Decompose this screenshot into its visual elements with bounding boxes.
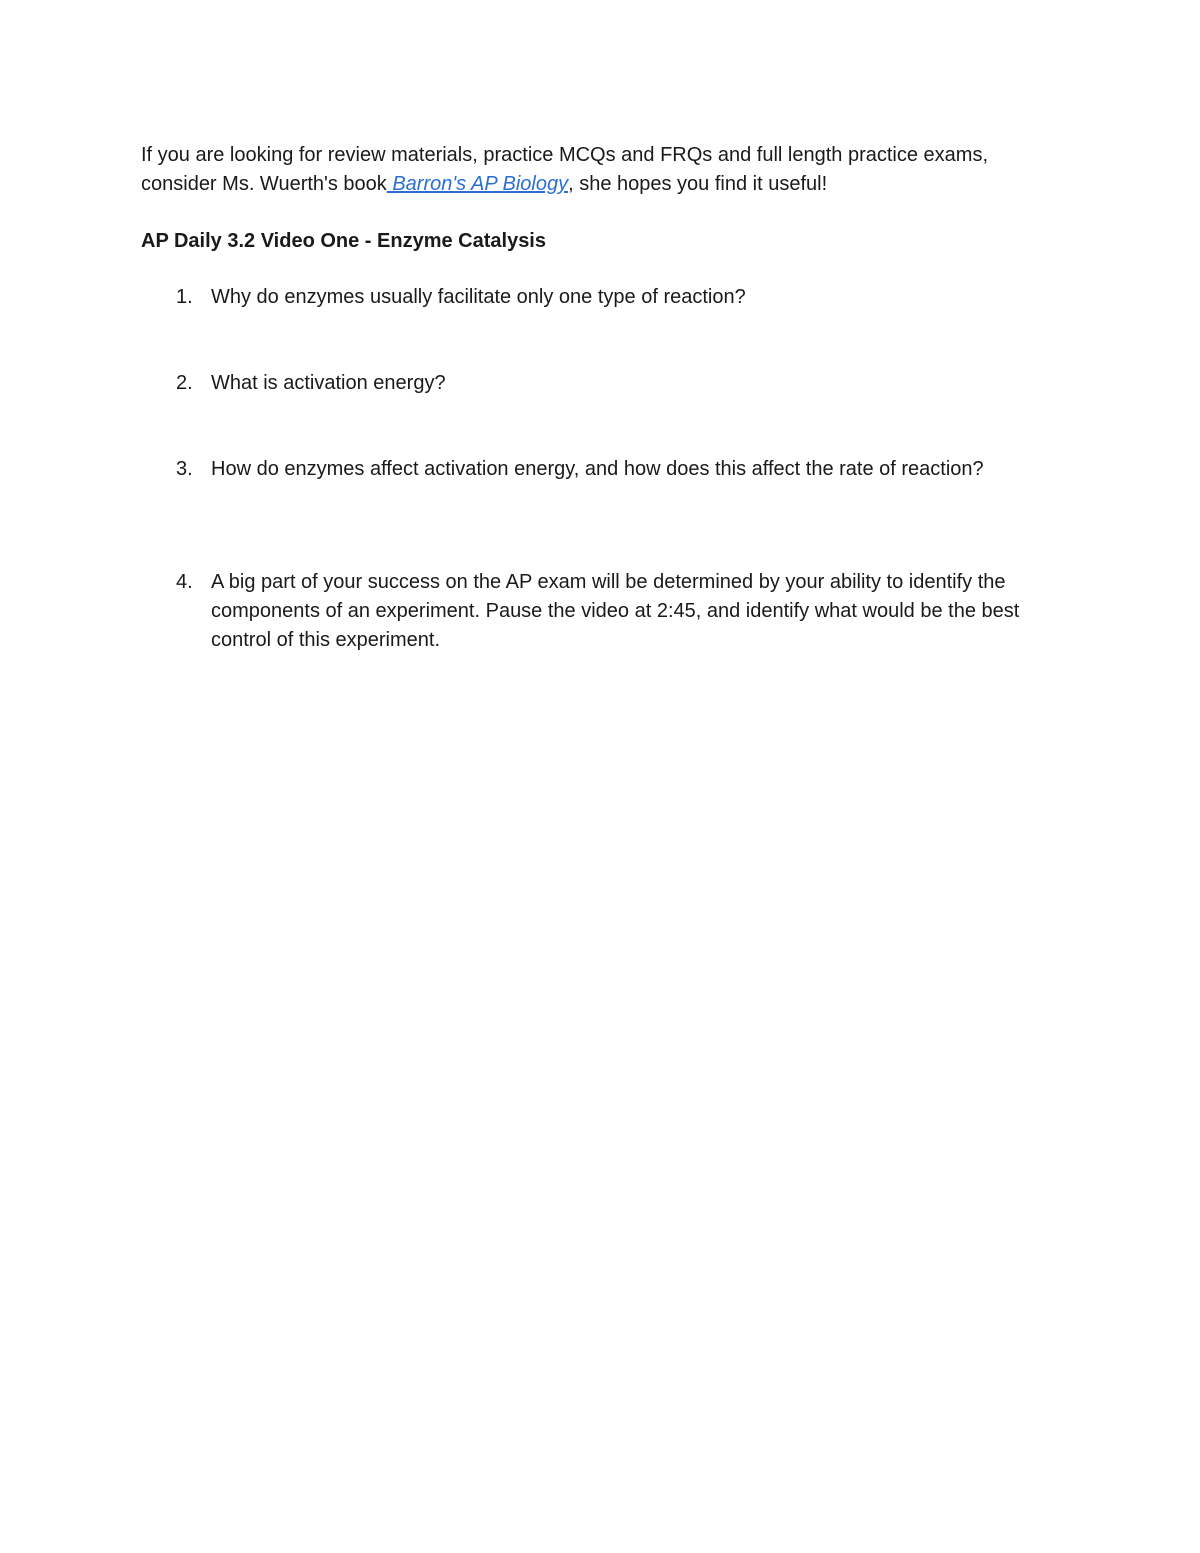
intro-paragraph xyxy=(141,141,1061,199)
question-number: 1. xyxy=(176,286,193,308)
intro-text: If you are looking for review materials, practice MCQs and FRQs and full length practice exams, consider Ms. Wuerth's book xyxy=(141,144,989,195)
question-text: Why do enzymes usually facilitate only one type of reaction? xyxy=(211,286,746,308)
intro-text-end: , she hopes you find it useful! xyxy=(568,173,828,195)
question-text: What is activation energy? xyxy=(211,372,446,394)
question-item-1 xyxy=(141,283,1061,312)
question-text: How do enzymes affect activation energy, and how does this affect the rate of reaction? xyxy=(211,458,984,480)
section-heading: AP Daily 3.2 Video One - Enzyme Catalysis xyxy=(141,230,546,252)
question-number: 3. xyxy=(176,458,193,480)
question-item-4 xyxy=(141,568,1061,655)
book-link[interactable]: Barron's AP Biology xyxy=(386,173,569,195)
question-item-2 xyxy=(141,369,1061,398)
question-number: 4. xyxy=(176,571,193,593)
document-content xyxy=(141,141,1061,651)
question-text: A big part of your success on the AP exam will be determined by your ability to identify the components of an experiment. Pause the video at 2:45, and identify what would be the best control of this experiment. xyxy=(211,571,1020,651)
question-number: 2. xyxy=(176,372,193,394)
question-item-3 xyxy=(141,455,1061,484)
